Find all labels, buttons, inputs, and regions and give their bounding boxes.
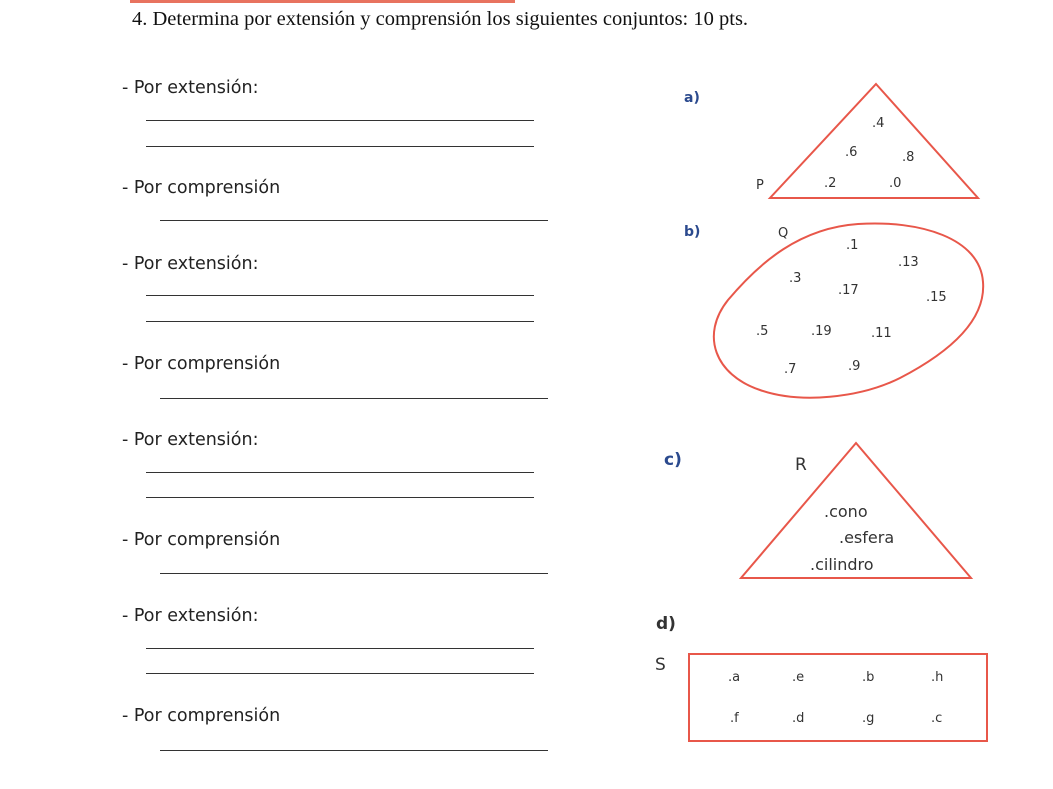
set-a-letter: a) [684, 90, 700, 106]
set-s-name: S [655, 655, 666, 675]
set-b-letter: b) [684, 224, 701, 240]
set-s-element: .g [862, 711, 875, 726]
set-q-element: .11 [871, 326, 892, 341]
comprehension-label-2: - Por comprensión [122, 354, 281, 374]
set-r-element: .cono [824, 502, 868, 521]
set-s-element: .d [792, 711, 805, 726]
set-s-element: .h [931, 670, 944, 685]
set-q-element: .19 [811, 324, 832, 339]
set-s-element: .f [730, 711, 739, 726]
set-s-element: .b [862, 670, 875, 685]
extension-label-2: - Por extensión: [122, 254, 259, 274]
set-p-element: .8 [902, 150, 915, 165]
set-q-element: .7 [784, 362, 797, 377]
set-p-name: P [756, 178, 764, 193]
set-s-element: .e [792, 670, 805, 685]
set-d-letter: d) [656, 614, 676, 634]
set-p-element: .2 [824, 176, 837, 191]
set-p-element: .4 [872, 116, 885, 131]
set-r-element: .cilindro [810, 555, 874, 574]
set-q-element: .5 [756, 324, 769, 339]
exercise-instruction: 4. Determina por extensión y comprensión los siguientes conjuntos: 10 pts. [132, 8, 749, 30]
set-c-letter: c) [664, 450, 682, 470]
set-q-element: .15 [926, 290, 947, 305]
set-r-name: R [795, 455, 807, 475]
extension-label-4: - Por extensión: [122, 606, 259, 626]
set-p-element: .0 [889, 176, 902, 191]
set-q-element: .17 [838, 283, 859, 298]
set-q-element: .9 [848, 359, 861, 374]
comprehension-label-4: - Por comprensión [122, 706, 281, 726]
set-s-element: .c [931, 711, 943, 726]
extension-label-3: - Por extensión: [122, 430, 259, 450]
set-s-element: .a [728, 670, 741, 685]
set-r-element: .esfera [839, 528, 895, 547]
set-q-element: .13 [898, 255, 919, 270]
set-p-element: .6 [845, 145, 858, 160]
set-s-rectangle [689, 654, 987, 741]
set-q-element: .3 [789, 271, 802, 286]
comprehension-label-3: - Por comprensión [122, 530, 281, 550]
set-p-triangle [770, 84, 978, 198]
extension-label-1: - Por extensión: [122, 78, 259, 98]
set-q-element: .1 [846, 238, 859, 253]
set-q-name: Q [778, 226, 789, 241]
comprehension-label-1: - Por comprensión [122, 178, 281, 198]
